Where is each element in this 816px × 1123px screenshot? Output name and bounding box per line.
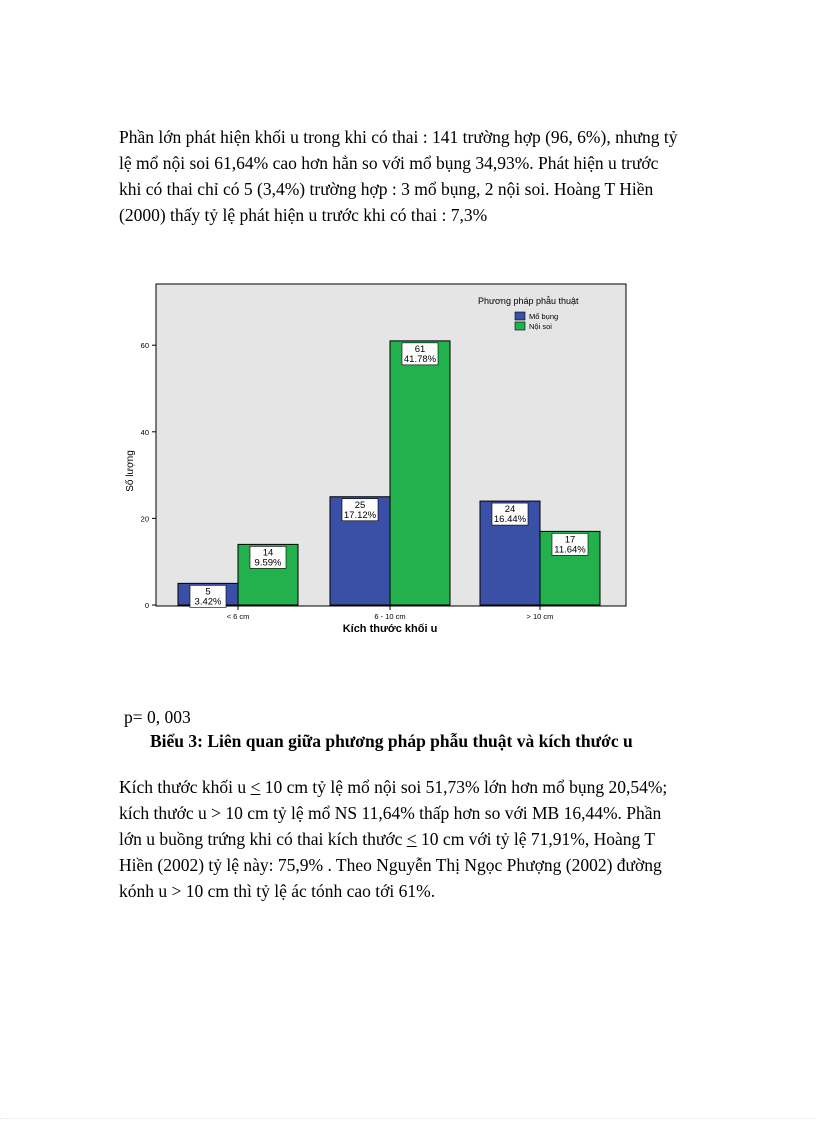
y-axis-title: Số lượng	[125, 450, 136, 492]
y-axis	[141, 341, 156, 610]
y-tick-label: 60	[140, 341, 149, 351]
data-label-count: 5	[205, 586, 211, 598]
data-label-percent: 41.78%	[403, 353, 437, 365]
y-tick-label: 20	[140, 514, 149, 524]
x-axis	[227, 606, 554, 621]
paragraph-1: Phần lớn phát hiện khối u trong khi có thai : 141 trường hợp (96, 6%), nhưng tỷ lệ mổ nội soi 61,64% cao hơn hẳn so với mổ bụng 34,93%. Phát hiện u trước khi có thai chỉ có 5 (3,4%) trường hợp : 3 mổ bụng, 2 nội soi. Hoàng T Hiền (2000) thấy tỷ lệ phát hiện u trước khi có thai : 7,3%	[119, 127, 678, 225]
data-label-percent: 17.12%	[343, 509, 377, 521]
data-label-count: 24	[504, 504, 516, 516]
x-tick-label: 6 - 10 cm	[374, 612, 406, 621]
paragraph-2	[119, 774, 679, 904]
data-label-percent: 3.42%	[194, 596, 222, 608]
para2-part-a: Kích thước khối u	[119, 777, 251, 797]
y-tick-label: 0	[144, 601, 149, 610]
legend-title: Phương pháp phẫu thuật	[478, 296, 579, 306]
le-sign: <	[406, 829, 417, 849]
p-value: p= 0, 003	[124, 707, 191, 727]
y-tick-label: 40	[140, 427, 149, 437]
data-label-count: 17	[564, 534, 576, 546]
legend-swatch	[515, 312, 525, 320]
page-border-dots	[0, 1118, 816, 1119]
data-label-count: 61	[414, 343, 426, 355]
data-label-percent: 11.64%	[554, 544, 586, 556]
data-label-percent: 9.59%	[254, 557, 282, 569]
para2-part-b: 10 cm tỷ lệ mổ nội soi 51,73% lớn hơn mổ bụng 20,54%; kích thước u > 10 cm tỷ lệ mổ NS 11,64% thấp hơn so với MB 16,44%. Phần lớn u buồng trứng khi có thai kích thước	[119, 777, 668, 849]
para2-part-c: 10 cm với tỷ lệ 71,91%, Hoàng T Hiền (2002) tỷ lệ này: 75,9% . Theo Nguyễn Thị Ngọc Phượng (2002) đường kónh u > 10 cm thì tỷ lệ ác tónh cao tới 61%.	[119, 829, 662, 901]
legend-swatch	[515, 322, 525, 330]
le-sign: <	[250, 777, 261, 797]
x-tick-label: < 6 cm	[226, 612, 250, 621]
data-label-count: 14	[262, 547, 274, 559]
data-label-percent: 16.44%	[493, 514, 527, 526]
x-tick-label: > 10 cm	[526, 612, 554, 621]
legend-entry: Mổ bụng	[529, 312, 559, 321]
x-axis-title: Kích thước khối u	[342, 623, 438, 635]
bar-chart	[118, 276, 638, 636]
legend-entry: Nội soi	[529, 322, 552, 331]
data-label-count: 25	[354, 499, 366, 511]
figure-caption: Biểu 3: Liên quan giữa phương pháp phẫu thuật và kích thước u	[150, 731, 633, 751]
bar	[390, 341, 450, 605]
